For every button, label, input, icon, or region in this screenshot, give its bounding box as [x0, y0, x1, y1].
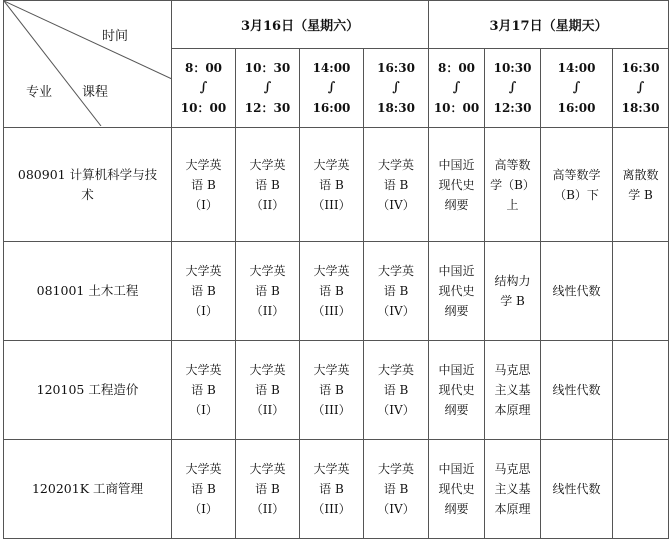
course-text-line: （II）	[250, 304, 285, 318]
course-text-line: （IV）	[377, 502, 415, 516]
course-text-line: 纲要	[444, 403, 469, 417]
course-text-line: （II）	[250, 403, 285, 417]
course-cell	[172, 440, 236, 539]
course-text-line: （I）	[189, 502, 218, 516]
course-text-line: 大学英	[378, 157, 415, 172]
time-slot-header	[613, 49, 669, 128]
course-text-line: （IV）	[377, 304, 415, 318]
course-text-line: 语 B	[319, 383, 344, 397]
course-cell	[364, 440, 429, 539]
course-cell	[172, 242, 236, 341]
course-text-line: 现代史	[438, 383, 475, 397]
course-text-line: 主义基	[494, 482, 531, 496]
time-slot-header	[485, 49, 541, 128]
course-text-line: 大学英	[249, 157, 286, 172]
course-text-line: 大学英	[185, 157, 222, 172]
course-text-line: （III）	[312, 197, 351, 212]
course-text-line: 马克思	[494, 363, 531, 377]
course-text-line: 学 B	[500, 294, 525, 308]
time-slot-header	[236, 49, 300, 128]
course-text-line: 大学英	[249, 462, 286, 476]
course-text-line: 中国近	[438, 363, 475, 377]
course-text-line: 上	[506, 197, 519, 212]
time-slot-start: 8：00	[184, 61, 223, 75]
time-slot-header	[364, 49, 429, 128]
course-text-line: 大学英	[185, 264, 222, 278]
course-text-line: （III）	[312, 304, 351, 318]
time-slot-start: 14:00	[557, 61, 596, 75]
course-text-line: 学（B）	[490, 177, 535, 192]
course-text-line: （III）	[312, 403, 351, 417]
course-cell	[300, 341, 364, 440]
course-text-line: （I）	[189, 304, 218, 318]
course-cell	[236, 128, 300, 242]
course-cell	[485, 341, 541, 440]
course-text-line: 高等数学	[552, 167, 601, 182]
course-text-line: 纲要	[444, 197, 469, 212]
course-cell	[300, 128, 364, 242]
corner-label-time: 时间	[102, 29, 129, 44]
course-text-line: 现代史	[438, 177, 475, 192]
major-label: 081001 土木工程	[36, 283, 139, 298]
course-text-line: 大学英	[185, 462, 222, 476]
course-text-line: 大学英	[249, 264, 286, 278]
time-slot-start: 10：30	[244, 61, 291, 75]
time-slot-start: 10:30	[493, 61, 532, 75]
course-cell	[236, 341, 300, 440]
time-slot-end: 16:00	[312, 101, 351, 115]
time-slot-start: 14:00	[312, 61, 351, 75]
major-label: 120105 工程造价	[36, 382, 139, 397]
time-slot-sep: ∫	[199, 80, 208, 95]
course-cell	[541, 128, 613, 242]
course-cell	[429, 242, 485, 341]
corner-label-major: 专业	[26, 85, 53, 100]
time-slot-end: 12：30	[244, 101, 291, 115]
course-text-line: 大学英	[313, 462, 350, 476]
course-text-line: 语 B	[191, 482, 216, 496]
corner-label-course: 课程	[82, 85, 109, 100]
course-text-line: 大学英	[378, 363, 415, 377]
course-text-line: 语 B	[191, 383, 216, 397]
major-cell	[4, 440, 172, 539]
course-text-line: （I）	[189, 403, 218, 417]
table-row	[4, 440, 669, 539]
course-cell	[485, 440, 541, 539]
course-text-line: 语 B	[255, 284, 280, 298]
course-cell	[300, 440, 364, 539]
time-slot-sep: ∫	[327, 80, 336, 95]
course-cell	[613, 128, 669, 242]
course-text-line: 语 B	[319, 482, 344, 496]
course-text-line: （III）	[312, 502, 351, 516]
course-text-line: 马克思	[494, 462, 531, 476]
course-text-line: 现代史	[438, 482, 475, 496]
diagonal-lines	[4, 1, 172, 126]
course-text-line: 本原理	[494, 403, 531, 417]
course-cell	[236, 242, 300, 341]
table-row	[4, 341, 669, 440]
course-text-line: 大学英	[378, 462, 415, 476]
course-cell	[541, 242, 613, 341]
course-text-line: 线性代数	[552, 383, 601, 397]
course-text-line: 语 B	[191, 177, 216, 192]
course-cell	[364, 242, 429, 341]
course-cell	[541, 341, 613, 440]
course-text-line: （II）	[250, 197, 285, 212]
course-text-line: 中国近	[438, 264, 475, 278]
time-slot-end: 12:30	[493, 101, 532, 115]
course-text-line: 语 B	[383, 482, 409, 496]
major-label: 080901 计算机科学与技术	[17, 166, 158, 202]
course-cell	[613, 341, 669, 440]
time-slot-header	[541, 49, 613, 128]
course-text-line: 语 B	[319, 177, 344, 192]
header-corner-cell	[4, 1, 172, 128]
time-slot-end: 10：00	[180, 101, 227, 115]
time-slot-header	[172, 49, 236, 128]
time-slot-end: 18:30	[377, 101, 415, 115]
course-text-line: 大学英	[313, 363, 350, 377]
time-slot-start: 16:30	[377, 61, 415, 75]
time-slot-sep: ∫	[572, 80, 581, 95]
course-text-line: 语 B	[191, 284, 216, 298]
major-label: 120201K 工商管理	[31, 481, 144, 496]
major-cell	[4, 341, 172, 440]
course-text-line: 语 B	[255, 482, 280, 496]
course-text-line: （II）	[250, 502, 285, 516]
course-text-line: 学 B	[628, 187, 653, 202]
table-row	[4, 128, 669, 242]
course-cell	[613, 440, 669, 539]
course-text-line: 中国近	[438, 157, 475, 172]
course-cell	[236, 440, 300, 539]
course-text-line: （B）下	[554, 187, 599, 202]
course-cell	[429, 341, 485, 440]
course-cell	[364, 128, 429, 242]
course-text-line: 语 B	[255, 177, 280, 192]
course-text-line: 大学英	[185, 363, 222, 377]
date-header-day2: 3月17日（星期天）	[429, 1, 669, 49]
time-slot-end: 18:30	[621, 101, 660, 115]
course-cell	[429, 128, 485, 242]
date-header-day1: 3月16日（星期六）	[172, 1, 429, 49]
course-cell	[613, 242, 669, 341]
course-text-line: 离散数	[622, 167, 659, 182]
course-text-line: （IV）	[377, 403, 415, 417]
course-text-line: （I）	[189, 197, 218, 212]
course-text-line: 本原理	[494, 502, 531, 516]
course-text-line: 现代史	[438, 284, 475, 298]
course-text-line: 纲要	[444, 304, 469, 318]
course-text-line: （IV）	[377, 197, 415, 212]
course-text-line: 大学英	[249, 363, 286, 377]
time-slot-start: 8：00	[437, 61, 476, 75]
major-cell	[4, 242, 172, 341]
course-cell	[485, 128, 541, 242]
course-cell	[300, 242, 364, 341]
course-text-line: 线性代数	[552, 284, 601, 298]
time-slot-start: 16:30	[621, 61, 660, 75]
table-row	[4, 242, 669, 341]
course-text-line: 大学英	[313, 157, 350, 172]
course-text-line: 语 B	[255, 383, 280, 397]
course-text-line: 语 B	[383, 284, 409, 298]
time-slot-sep: ∫	[452, 80, 461, 95]
course-text-line: 中国近	[438, 462, 475, 476]
course-cell	[541, 440, 613, 539]
course-text-line: 结构力	[494, 274, 531, 288]
course-cell	[364, 341, 429, 440]
course-text-line: 大学英	[378, 264, 415, 278]
schedule-table	[3, 0, 669, 539]
course-text-line: 语 B	[319, 284, 344, 298]
course-cell	[172, 128, 236, 242]
course-text-line: 线性代数	[552, 482, 601, 496]
course-cell	[485, 242, 541, 341]
course-text-line: 纲要	[444, 502, 469, 516]
time-slot-end: 16:00	[557, 101, 596, 115]
time-slot-sep: ∫	[263, 80, 272, 95]
course-text-line: 主义基	[494, 383, 531, 397]
time-slot-header	[429, 49, 485, 128]
course-cell	[172, 341, 236, 440]
time-slot-end: 10：00	[433, 101, 480, 115]
course-text-line: 语 B	[383, 383, 409, 397]
course-cell	[429, 440, 485, 539]
course-text-line: 大学英	[313, 264, 350, 278]
time-slot-sep: ∫	[508, 80, 517, 95]
time-slot-header	[300, 49, 364, 128]
major-cell	[4, 128, 172, 242]
course-text-line: 高等数	[494, 157, 531, 172]
time-slot-sep: ∫	[636, 80, 645, 95]
time-slot-sep: ∫	[392, 80, 400, 95]
course-text-line: 语 B	[383, 177, 409, 192]
